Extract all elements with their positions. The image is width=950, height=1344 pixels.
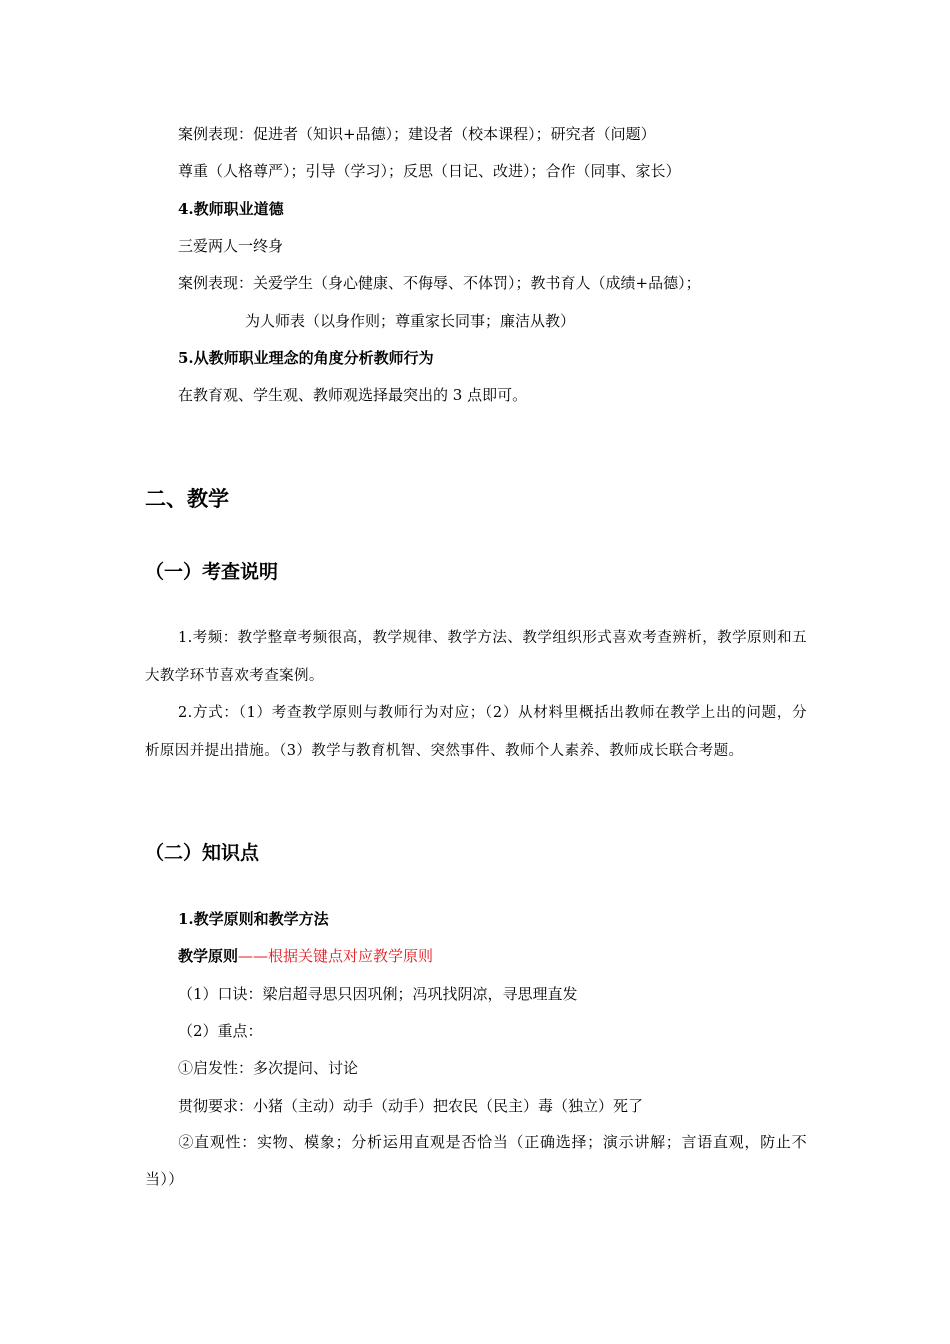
mnemonic-line: （1）口诀：梁启超寻思只因巩俐；冯巩找阴凉，寻思理直发 bbox=[178, 985, 578, 1003]
ethics-title: 4.教师职业道德 bbox=[178, 200, 284, 218]
intuitive-paragraph bbox=[145, 1124, 807, 1198]
analysis-title: 5.从教师职业理念的角度分析教师行为 bbox=[178, 349, 434, 367]
paragraph-method bbox=[145, 694, 807, 770]
analysis-text: 在教育观、学生观、教师观选择最突出的 3 点即可。 bbox=[178, 386, 528, 404]
ethics-case-line-1: 案例表现：关爱学生（身心健康、不侮辱、不体罚）；教书育人（成绩+品德）； bbox=[178, 274, 701, 292]
heuristic-line: ①启发性：多次提问、讨论 bbox=[178, 1059, 359, 1077]
section-title-teaching: 二、教学 bbox=[145, 486, 229, 511]
case-line-1: 案例表现：促进者（知识+品德）；建设者（校本课程）；研究者（问题） bbox=[178, 125, 656, 143]
ethics-case-line-2: 为人师表（以身作则；尊重家长同事；廉洁从教） bbox=[245, 312, 576, 330]
subsection-title-knowledge: （二）知识点 bbox=[145, 842, 260, 864]
principle-line bbox=[178, 946, 433, 966]
subsection-title-exam: （一）考查说明 bbox=[145, 561, 279, 583]
principle-dash: —— bbox=[238, 947, 269, 965]
paragraph-method-text: 2.方式：（1）考查教学原则与教师行为对应；（2）从材料里概括出教师在教学上出的问题，分析原因并提出措施。（3）教学与教育机智、突然事件、教师个人素养、教师成长联合考题。 bbox=[145, 705, 807, 759]
knowledge-point-title: 1.教学原则和教学方法 bbox=[178, 910, 329, 928]
paragraph-frequency bbox=[145, 619, 807, 695]
principle-label: 教学原则 bbox=[178, 947, 239, 965]
ethics-mnemonic: 三爱两人一终身 bbox=[178, 237, 284, 255]
principle-note: 根据关键点对应教学原则 bbox=[268, 947, 434, 965]
case-line-2: 尊重（人格尊严）；引导（学习）；反思（日记、改进）；合作（同事、家长） bbox=[178, 162, 681, 180]
intuitive-text: ②直观性：实物、模象；分析运用直观是否恰当（正确选择；演示讲解；言语直观，防止不当）） bbox=[145, 1133, 807, 1188]
requirement-line: 贯彻要求：小猪（主动）动手（动手）把农民（民主）毒（独立）死了 bbox=[178, 1097, 644, 1115]
paragraph-frequency-text: 1.考频：教学整章考频很高，教学规律、教学方法、教学组织形式喜欢考查辨析，教学原则和五大教学环节喜欢考查案例。 bbox=[145, 630, 807, 684]
key-points-line: （2）重点： bbox=[178, 1022, 263, 1040]
